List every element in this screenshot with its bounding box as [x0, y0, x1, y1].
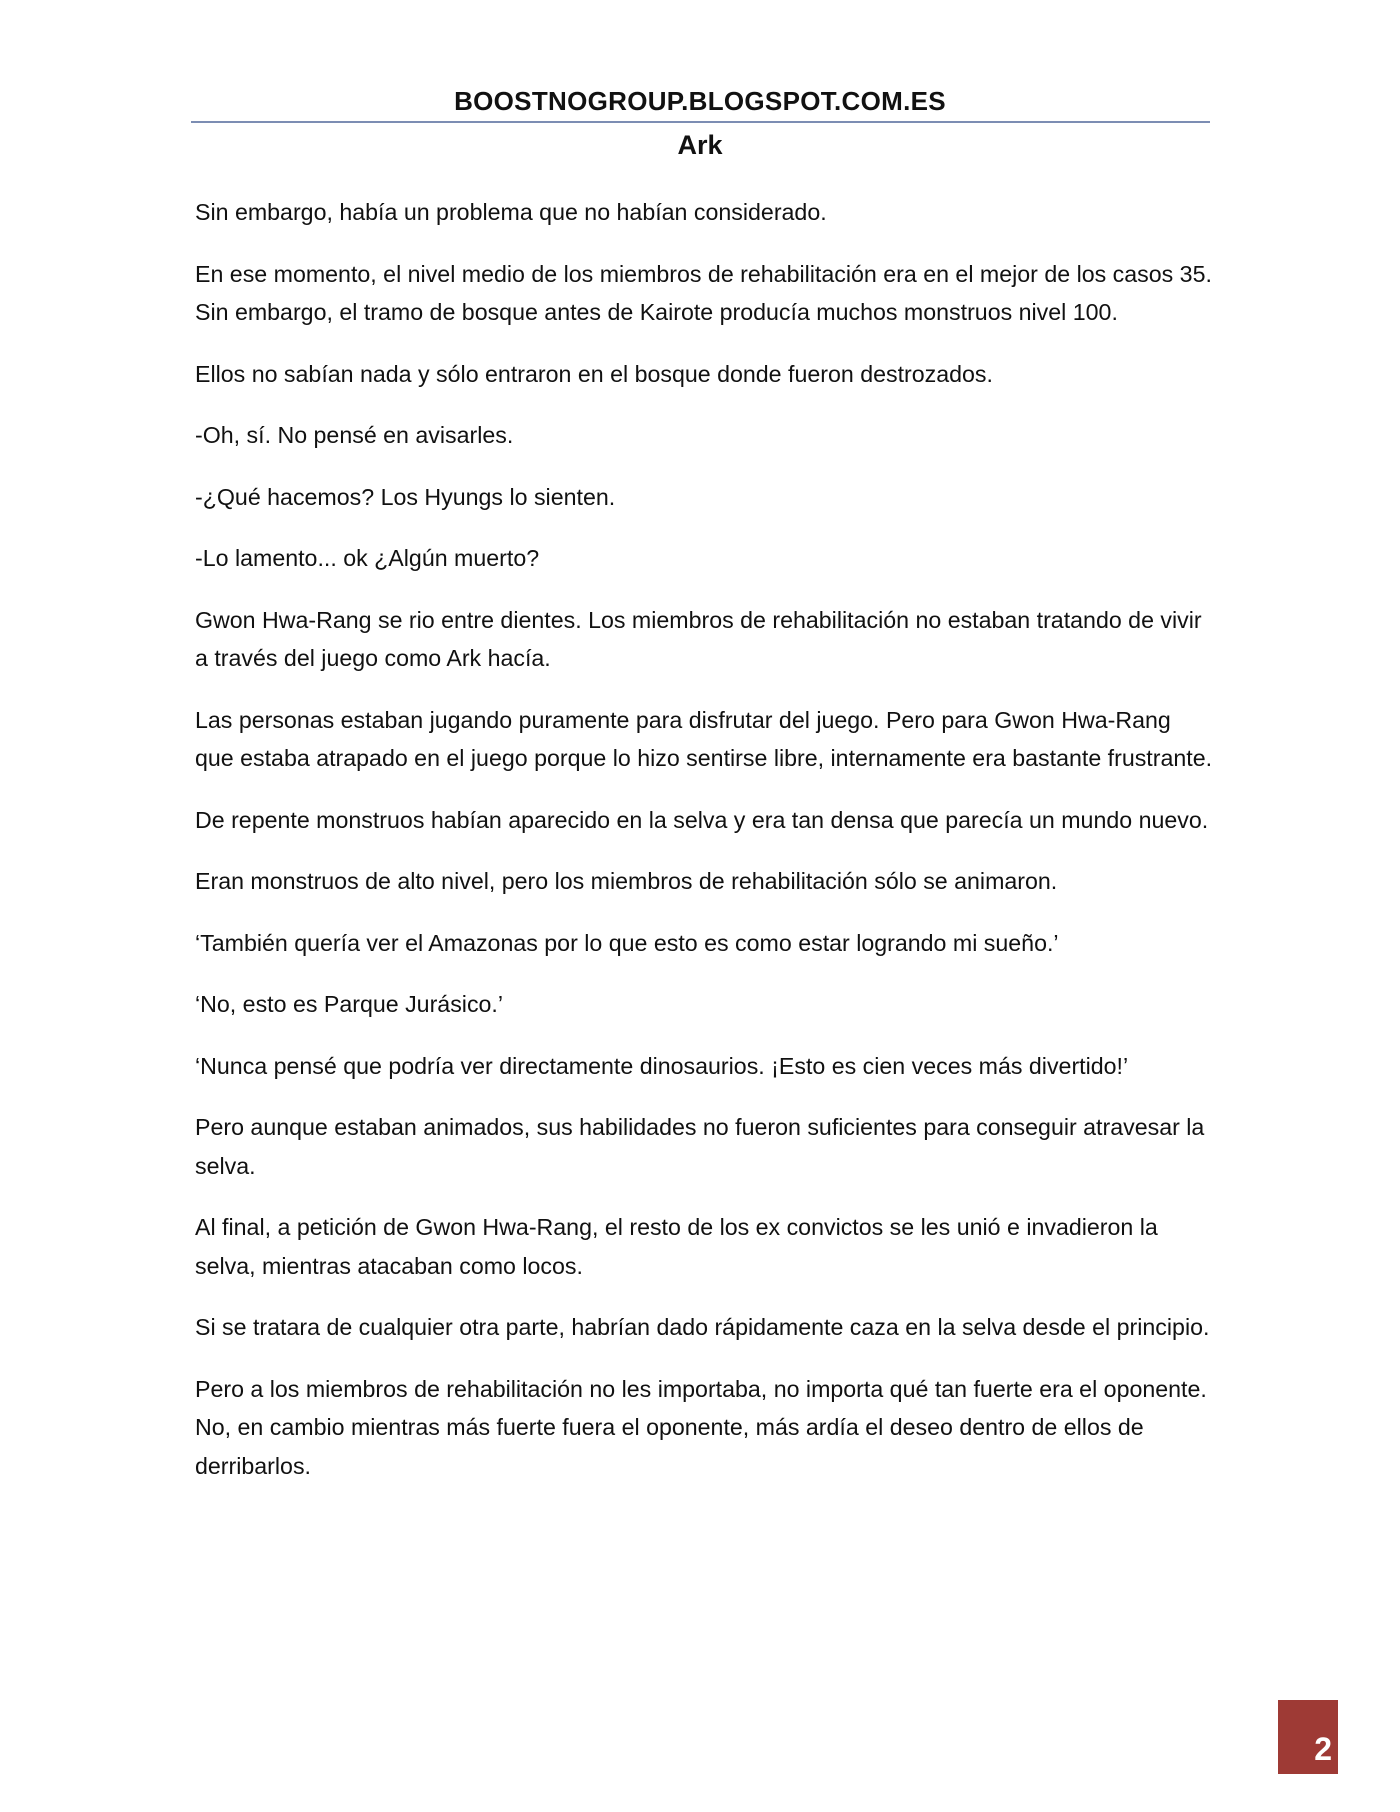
paragraph: ‘También quería ver el Amazonas por lo que esto es como estar logrando mi sueño.’: [195, 929, 1059, 956]
paragraph: ‘No, esto es Parque Jurásico.’: [195, 991, 504, 1017]
paragraph: -¿Qué hacemos? Los Hyungs lo sienten.: [195, 483, 616, 510]
paragraph: Eran monstruos de alto nivel, pero los miembros de rehabilitación sólo se animaron.: [195, 868, 1058, 894]
paragraph: -Lo lamento... ok ¿Algún muerto?: [195, 545, 540, 571]
paragraph: -Oh, sí. No pensé en avisarles.: [195, 422, 514, 448]
page-number: 2: [1314, 1731, 1332, 1767]
site-header-title: BOOSTNOGROUP.BLOGSPOT.COM.ES: [454, 86, 946, 116]
paragraph: ‘Nunca pensé que podría ver directamente dinosaurios. ¡Esto es cien veces más divertido!’: [195, 1052, 1129, 1079]
paragraph: Las personas estaban jugando puramente para disfrutar del juego. Pero para Gwon Hwa-Rang que estaba atrapado en el juego porque lo hizo sentirse libre, internamente era bastante frustrante.: [195, 706, 1213, 771]
paragraph: Pero aunque estaban animados, sus habilidades no fueron suficientes para conseguir atravesar la selva.: [195, 1114, 1205, 1179]
paragraph: Al final, a petición de Gwon Hwa-Rang, el resto de los ex convictos se les unió e invadieron la selva, mientras atacaban como locos.: [195, 1214, 1158, 1279]
paragraph: Pero a los miembros de rehabilitación no les importaba, no importa qué tan fuerte era el oponente. No, en cambio mientras más fuerte fuera el oponente, más ardía el deseo dentro de ellos de derribarlos.: [195, 1375, 1207, 1479]
document-body: [195, 193, 1215, 1508]
paragraph: Ellos no sabían nada y sólo entraron en el bosque donde fueron destrozados.: [195, 360, 993, 387]
paragraph: De repente monstruos habían aparecido en la selva y era tan densa que parecía un mundo nuevo.: [195, 806, 1209, 833]
paragraph: Gwon Hwa-Rang se rio entre dientes. Los miembros de rehabilitación no estaban tratando de vivir a través del juego como Ark hacía.: [195, 606, 1202, 671]
book-title: Ark: [677, 130, 723, 160]
paragraph: Sin embargo, había un problema que no habían considerado.: [195, 199, 827, 225]
paragraph: Si se tratara de cualquier otra parte, habrían dado rápidamente caza en la selva desde el principio.: [195, 1314, 1210, 1340]
page-number-badge: [1278, 1700, 1338, 1771]
page-number-underline: [1278, 1771, 1338, 1774]
header-divider: [191, 121, 1210, 123]
paragraph: En ese momento, el nivel medio de los miembros de rehabilitación era en el mejor de los casos 35. Sin embargo, el tramo de bosque antes de Kairote producía muchos monstruos nivel 100.: [195, 260, 1212, 325]
